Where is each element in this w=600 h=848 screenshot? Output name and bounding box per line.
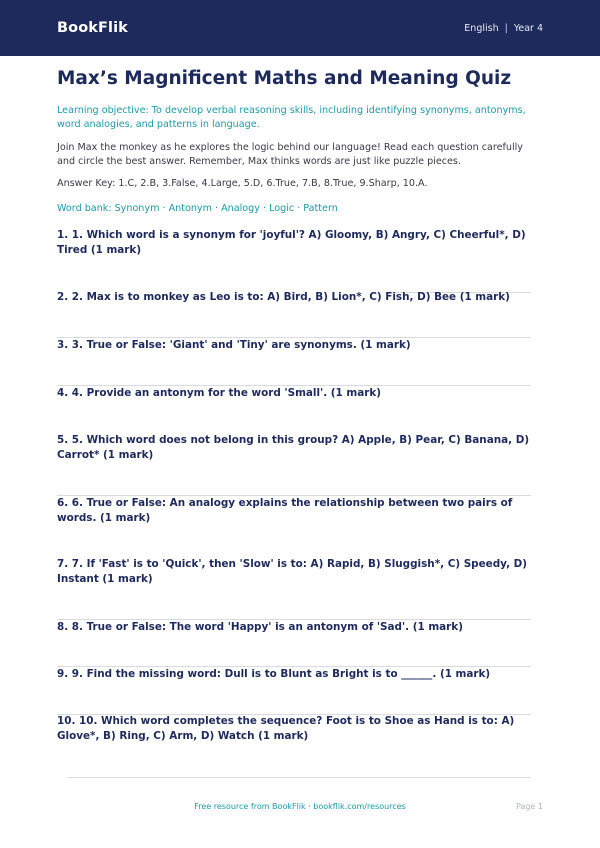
header-bar <box>0 0 600 56</box>
question-8: 8. 8. True or False: The word 'Happy' is an antonym of 'Sad'. (1 mark) <box>57 621 463 633</box>
brand-logo[interactable]: BookFlik <box>57 20 128 36</box>
intro-paragraph: Join Max the monkey as he explores the logic behind our language! Read each question carefully and circle the best answer. Remember, Max thinks words are just like puzzle pieces. <box>57 142 523 167</box>
intro-section <box>57 63 543 216</box>
answer-key: Answer Key: 1.C, 2.B, 3.False, 4.Large, 5.D, 6.True, 7.B, 8.True, 9.Sharp, 10.A. <box>57 178 428 189</box>
page-number: Page 1 <box>516 802 543 811</box>
question-6: 6. 6. True or False: An analogy explains the relationship between two pairs of words. (1 mark) <box>57 497 513 524</box>
question-10: 10. 10. Which word completes the sequence? Foot is to Shoe as Hand is to: A) Glove*, B) Ring, C) Arm, D) Watch (1 mark) <box>57 715 515 742</box>
year-label: Year 4 <box>513 22 543 34</box>
learning-objective: Learning objective: To develop verbal reasoning skills, including identifying synonyms, antonyms, word analogies, and patterns in language. <box>57 105 526 130</box>
meta-separator: | <box>504 22 508 34</box>
footer-divider <box>68 777 531 778</box>
question-3: 3. 3. True or False: 'Giant' and 'Tiny' are synonyms. (1 mark) <box>57 339 411 351</box>
footer-link[interactable]: Free resource from BookFlik · bookflik.com/resources <box>194 802 406 811</box>
question-2: 2. 2. Max is to monkey as Leo is to: A) Bird, B) Lion*, C) Fish, D) Bee (1 mark) <box>57 291 510 303</box>
word-bank: Word bank: Synonym · Antonym · Analogy · Logic · Pattern <box>57 203 338 214</box>
page-title: Max’s Magnificent Maths and Meaning Quiz <box>57 68 512 89</box>
question-4: 4. 4. Provide an antonym for the word 'Small'. (1 mark) <box>57 387 381 399</box>
header-meta <box>464 23 543 34</box>
question-7: 7. 7. If 'Fast' is to 'Quick', then 'Slow' is to: A) Rapid, B) Sluggish*, C) Speedy, D) Instant (1 mark) <box>57 558 528 585</box>
question-1: 1. 1. Which word is a synonym for 'joyful'? A) Gloomy, B) Angry, C) Cheerful*, D) Tired (1 mark) <box>57 229 526 256</box>
subject-label: English <box>464 22 499 34</box>
question-9: 9. 9. Find the missing word: Dull is to Blunt as Bright is to ______. (1 mark) <box>57 668 491 680</box>
question-5: 5. 5. Which word does not belong in this group? A) Apple, B) Pear, C) Banana, D) Carrot* (1 mark) <box>57 434 530 461</box>
